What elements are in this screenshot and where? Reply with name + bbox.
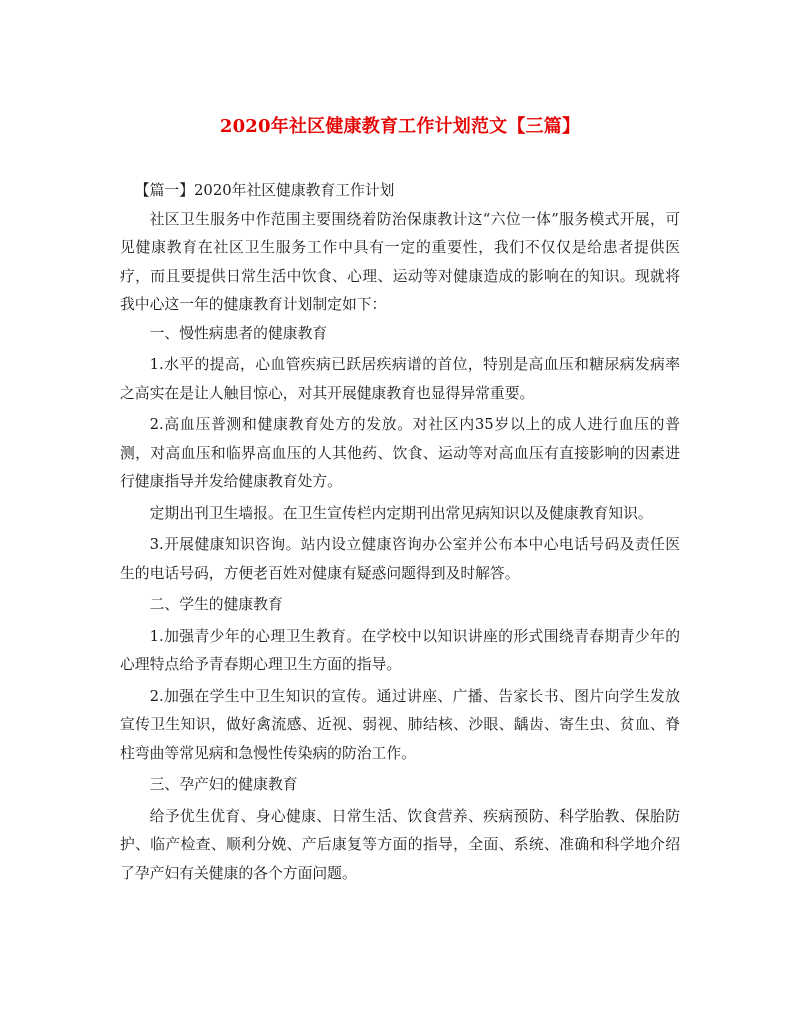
document-body <box>120 177 680 888</box>
chronic-item-3: 3.开展健康知识咨询。站内设立健康咨询办公室并公布本中心电话号码及责任医生的电话号码，方便老百姓对健康有疑惑问题得到及时解答。 <box>120 536 680 582</box>
students-item-2: 2.加强在学生中卫生知识的宣传。通过讲座、广播、告家长书、图片向学生发放宣传卫生知识，做好禽流感、近视、弱视、肺结核、沙眼、龋齿、寄生虫、贫血、脊柱弯曲等常见病和急慢性传染病的防治工作。 <box>120 687 680 762</box>
chronic-item-2: 2.高血压普测和健康教育处方的发放。对社区内35岁以上的成人进行血压的普测，对高血压和临界高血压的人其他药、饮食、运动等对高血压有直接影响的因素进行健康指导并发给健康教育处方。 <box>120 416 680 490</box>
chronic-wall-newspaper: 定期出刊卫生墙报。在卫生宣传栏内定期刊出常见病知识以及健康教育知识。 <box>149 504 653 522</box>
section-heading-maternal: 三、孕产妇的健康教育 <box>149 776 298 793</box>
document-title: 2020年社区健康教育工作计划范文【三篇】 <box>219 116 581 137</box>
chronic-item-1: 1.水平的提高，心血管疾病已跃居疾病谱的首位，特别是高血压和糖尿病发病率之高实在是让人触目惊心，对其开展健康教育也显得异常重要。 <box>120 356 680 402</box>
section-heading-part-one: 【篇一】2020年社区健康教育工作计划 <box>134 182 395 199</box>
maternal-paragraph: 给予优生优育、身心健康、日常生活、饮食营养、疾病预防、科学胎教、保胎防护、临产检查、顺利分娩、产后康复等方面的指导，全面、系统、准确和科学地介绍了孕产妇有关健康的各个方面问题。 <box>120 807 680 882</box>
section-heading-students: 二、学生的健康教育 <box>149 596 283 613</box>
intro-paragraph: 社区卫生服务中作范围主要围绕着防治保康教计这“六位一体”服务模式开展，可见健康教育在社区卫生服务工作中具有一定的重要性，我们不仅仅是给患者提供医疗，而且要提供日常生活中饮食、心理、运动等对健康造成的影响在的知识。现就将我中心这一年的健康教育计划制定如下： <box>120 210 680 313</box>
section-heading-chronic: 一、慢性病患者的健康教育 <box>149 324 328 342</box>
students-item-1: 1.加强青少年的心理卫生教育。在学校中以知识讲座的形式围绕青春期青少年的心理特点给予青春期心理卫生方面的指导。 <box>120 627 680 673</box>
